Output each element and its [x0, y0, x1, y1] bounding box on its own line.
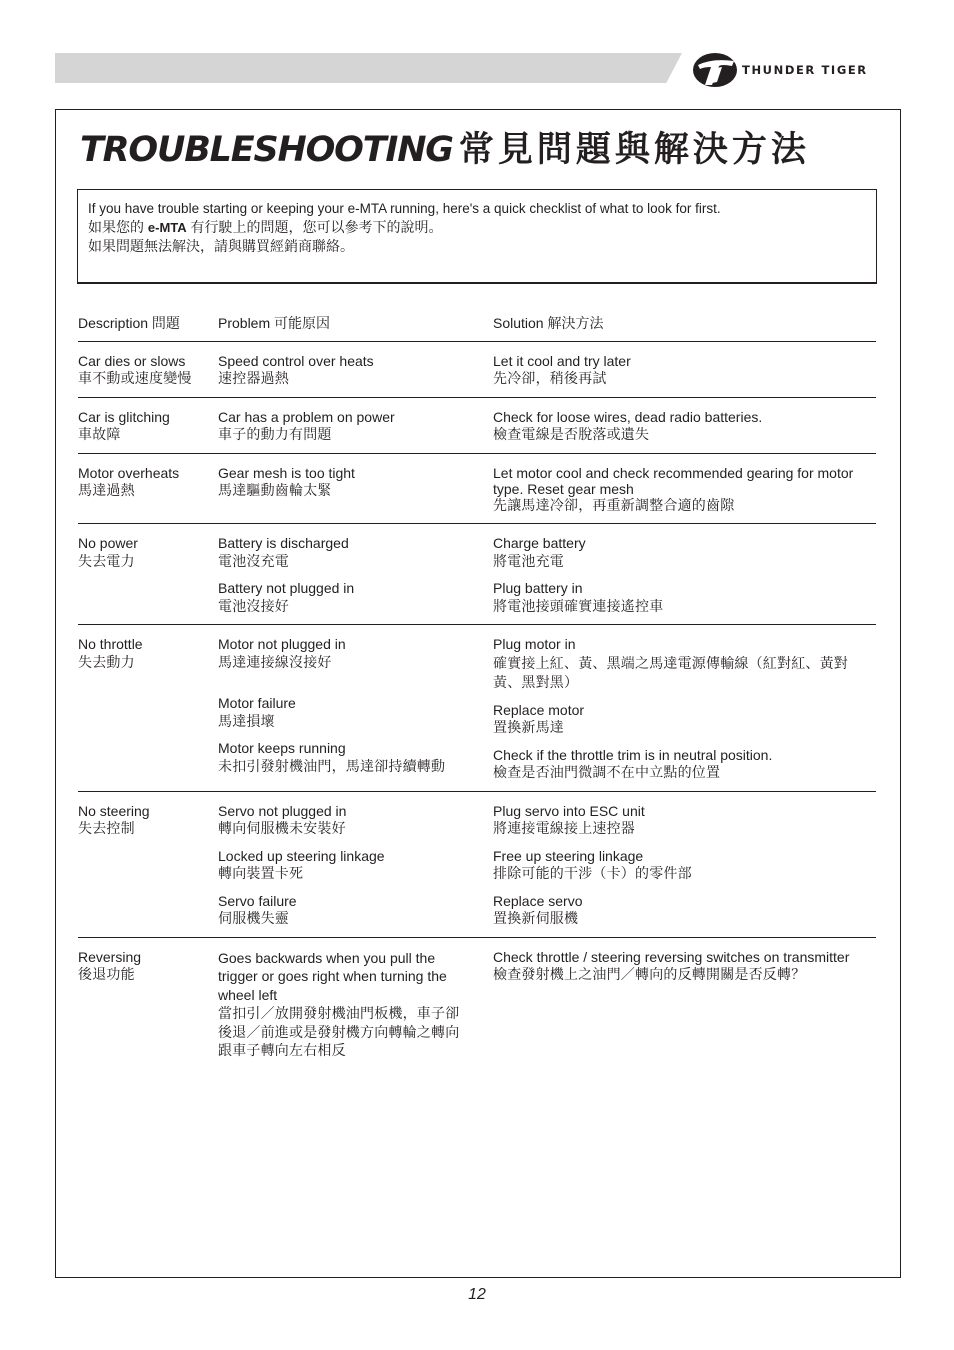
problem-en: Gear mesh is too tight — [218, 464, 355, 481]
intro-chinese-line-1 — [88, 218, 866, 237]
description-zh: 車故障 — [78, 426, 121, 442]
problem-en: Goes backwards when you pull the trigger or goes right when turning the wheel left — [218, 949, 447, 1003]
troubleshooting-table — [78, 311, 876, 1069]
problem-zh: 當扣引／放開發射機油門板機，車子卻後退／前進或是發射機方向轉輪之轉向跟車子轉向左右相反 — [218, 1005, 460, 1058]
solution-item — [493, 580, 876, 615]
description-zh: 車不動或速度變慢 — [78, 370, 192, 386]
description-en: Reversing — [78, 948, 142, 965]
table-row — [78, 342, 876, 398]
solution-item — [493, 409, 876, 444]
solution-cell — [493, 465, 876, 515]
problem-cell — [218, 803, 493, 928]
solution-zh: 置換新伺服機 — [493, 910, 579, 926]
solution-en: Let it cool and try later — [493, 352, 631, 369]
problem-item — [218, 695, 493, 730]
description-cell — [78, 409, 218, 444]
problem-item — [218, 803, 493, 838]
solution-en: Replace servo — [493, 892, 583, 909]
problem-en: Battery not plugged in — [218, 580, 355, 596]
description-en: Car is glitching — [78, 408, 170, 425]
description-zh: 馬達過熱 — [78, 482, 135, 498]
problem-zh: 電池沒接好 — [218, 597, 289, 614]
problem-zh: 轉向伺服機未安裝好 — [218, 820, 346, 836]
header-gray-bar — [55, 53, 682, 83]
solution-en: Check throttle / steering reversing switches on transmitter — [493, 948, 850, 965]
description-en: No throttle — [78, 636, 143, 652]
solution-cell — [493, 353, 876, 388]
table-row — [78, 792, 876, 938]
solution-zh: 先冷卻，稍後再試 — [493, 370, 607, 386]
problem-en: Car has a problem on power — [218, 408, 395, 425]
solution-zh: 檢查是否油門微調不在中立點的位置 — [493, 764, 721, 780]
solution-item — [493, 353, 876, 388]
problem-en: Motor keeps running — [218, 740, 346, 756]
solution-item — [493, 465, 876, 515]
header-description: Description 問題 — [78, 315, 180, 331]
solution-zh: 置換新馬達 — [493, 719, 564, 735]
solution-en: Plug battery in — [493, 580, 583, 596]
solution-item — [493, 848, 876, 883]
problem-item — [218, 949, 468, 1060]
description-cell — [78, 535, 218, 615]
page-number: 12 — [468, 1286, 486, 1303]
solution-en: Charge battery — [493, 535, 586, 551]
description-zh: 失去電力 — [78, 552, 135, 569]
description-cell — [78, 465, 218, 515]
solution-zh: 檢查電線是否脫落或遺失 — [493, 426, 650, 442]
description-cell — [78, 636, 218, 782]
problem-item — [218, 353, 493, 388]
problem-cell — [218, 409, 493, 444]
solution-item — [493, 803, 876, 838]
description-en: Car dies or slows — [78, 352, 186, 369]
problem-zh: 車子的動力有問題 — [218, 426, 332, 442]
problem-cell — [218, 353, 493, 388]
solution-item — [493, 702, 876, 737]
solution-item — [493, 949, 876, 984]
header-problem: Problem 可能原因 — [218, 315, 331, 331]
brand-name: THUNDER TIGER — [742, 63, 868, 77]
solution-en: Check if the throttle trim is in neutral position. — [493, 746, 773, 763]
description-en: No steering — [78, 802, 150, 819]
intro-box — [77, 189, 877, 284]
problem-cell — [218, 636, 493, 782]
intro-chinese-prefix: 如果您的 — [88, 219, 148, 235]
solution-zh: 將電池充電 — [493, 552, 564, 569]
solution-en: Plug servo into ESC unit — [493, 802, 645, 819]
description-zh: 失去控制 — [78, 820, 135, 836]
solution-en: Check for loose wires, dead radio batteries. — [493, 408, 763, 425]
solution-zh: 確實接上紅、黃、黑端之馬達電源傳輸線（紅對紅、黃對黃、黑對黑） — [493, 654, 848, 690]
header-solution: Solution 解決方法 — [493, 315, 604, 331]
problem-zh: 電池沒充電 — [218, 552, 289, 569]
intro-model-name: e-MTA — [147, 220, 187, 235]
solution-item — [493, 747, 876, 782]
problem-en: Speed control over heats — [218, 352, 374, 369]
solution-zh: 排除可能的干涉（卡）的零件部 — [493, 865, 692, 881]
problem-item — [218, 409, 493, 444]
problem-item — [218, 465, 493, 500]
table-row — [78, 398, 876, 454]
description-cell — [78, 949, 218, 1060]
problem-zh: 速控器過熱 — [218, 370, 289, 386]
table-header-row — [78, 311, 876, 342]
tiger-claw-logo-icon — [692, 52, 738, 88]
solution-item — [493, 535, 876, 570]
solution-en: Plug motor in — [493, 636, 576, 652]
solution-zh: 將電池接頭確實連接遙控車 — [493, 597, 664, 614]
problem-en: Locked up steering linkage — [218, 847, 385, 864]
problem-zh: 馬達驅動齒輪太緊 — [218, 482, 332, 498]
solution-zh: 檢查發射機上之油門／轉向的反轉開關是否反轉？ — [493, 966, 806, 982]
title-chinese: 常見問題與解決方法 — [458, 130, 810, 170]
description-en: Motor overheats — [78, 464, 180, 481]
problem-item — [218, 535, 493, 570]
problem-item — [218, 636, 493, 671]
intro-english: If you have trouble starting or keeping your e-MTA running, here's a quick checklist of what to look for first. — [88, 201, 721, 216]
intro-chinese-suffix: 有行駛上的問題，您可以參考下的說明。 — [186, 219, 443, 235]
problem-cell — [218, 535, 493, 615]
solution-cell — [493, 409, 876, 444]
problem-zh: 馬達連接線沒接好 — [218, 653, 332, 670]
problem-zh: 馬達損壞 — [218, 712, 275, 729]
solution-cell — [493, 535, 876, 615]
problem-zh: 伺服機失靈 — [218, 910, 289, 926]
solution-item — [493, 893, 876, 928]
problem-item — [218, 893, 493, 928]
problem-item — [218, 740, 493, 775]
solution-en: Replace motor — [493, 701, 585, 718]
problem-cell — [218, 949, 493, 1060]
description-zh: 失去動力 — [78, 653, 135, 670]
problem-en: Motor not plugged in — [218, 636, 346, 652]
table-row — [78, 938, 876, 1069]
solution-cell — [493, 636, 876, 782]
intro-chinese-line-2: 如果問題無法解決，請與購買經銷商聯絡。 — [88, 238, 354, 254]
description-en: No power — [78, 535, 138, 551]
description-zh: 後退功能 — [78, 966, 135, 982]
problem-zh: 未扣引發射機油門，馬達卻持續轉動 — [218, 757, 446, 774]
brand-logo — [692, 52, 907, 88]
problem-en: Battery is discharged — [218, 535, 349, 551]
solution-cell — [493, 803, 876, 928]
title-english: TROUBLESHOOTING — [80, 130, 453, 170]
solution-zh: 將連接電線接上速控器 — [493, 820, 635, 836]
page-title — [80, 126, 810, 180]
solution-en: Let motor cool and check recommended gearing for motor type. Reset gear mesh — [493, 464, 854, 497]
problem-en: Motor failure — [218, 695, 296, 711]
problem-item — [218, 848, 493, 883]
solution-zh: 先讓馬達冷卻，再重新調整合適的齒隙 — [493, 496, 735, 513]
solution-en: Free up steering linkage — [493, 847, 644, 864]
problem-en: Servo failure — [218, 892, 297, 909]
problem-item — [218, 580, 493, 615]
table-row — [78, 454, 876, 525]
problem-cell — [218, 465, 493, 515]
description-cell — [78, 353, 218, 388]
problem-en: Servo not plugged in — [218, 802, 347, 819]
table-row — [78, 625, 876, 792]
description-cell — [78, 803, 218, 928]
solution-cell — [493, 949, 876, 1060]
solution-item — [493, 636, 876, 692]
table-row — [78, 524, 876, 625]
problem-zh: 轉向裝置卡死 — [218, 865, 304, 881]
